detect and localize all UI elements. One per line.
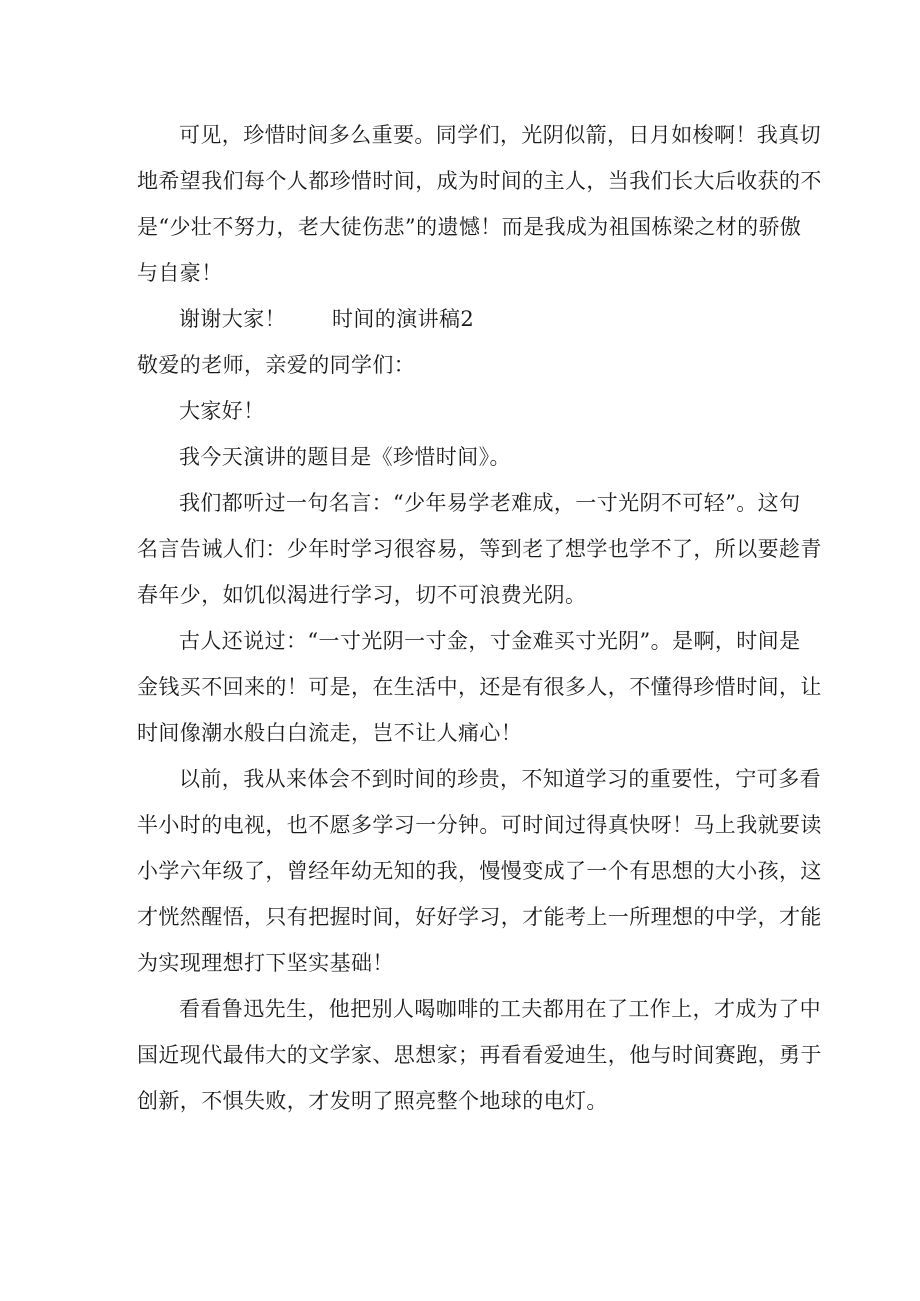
topic-line: 我今天演讲的题目是《珍惜时间》。	[179, 445, 511, 469]
text-line: 时间像潮水般白白流走，岂不让人痛心！	[137, 721, 523, 745]
text-line: 才恍然醒悟，只有把握时间，好好学习，才能考上一所理想的中学，才能	[137, 905, 822, 929]
text-line: 我们都听过一句名言：“少年易学老难成，一寸光阴不可轻”。这句	[179, 491, 801, 515]
text-line: 为实现理想打下坚实基础！	[137, 951, 394, 975]
text-line: 可见，珍惜时间多么重要。同学们，光阴似箭，日月如梭啊！我真切	[179, 123, 821, 147]
text-line: 春年少，如饥似渴进行学习，切不可浪费光阴。	[137, 583, 587, 607]
text-line: 看看鲁迅先生，他把别人喝咖啡的工夫都用在了工作上，才成为了中	[179, 997, 821, 1021]
text-line: 地希望我们每个人都珍惜时间，成为时间的主人，当我们长大后收获的不	[137, 169, 822, 193]
thanks-line	[137, 296, 780, 342]
salutation: 敬爱的老师，亲爱的同学们：	[137, 353, 416, 377]
text-line: 是“少壮不努力，老大徒伤悲”的遗憾！而是我成为祖国栋梁之材的骄傲	[137, 215, 802, 239]
text-line: 创新，不惧失败，才发明了照亮整个地球的电灯。	[137, 1089, 608, 1113]
paragraph-examples	[137, 986, 822, 1124]
text-line: 古人还说过：“一寸光阴一寸金，寸金难买寸光阴”。是啊，时间是	[179, 629, 801, 653]
speech-title: 时间的演讲稿2	[332, 307, 475, 331]
paragraph-ancients	[137, 618, 822, 756]
text-line: 国近现代最伟大的文学家、思想家；再看看爱迪生，他与时间赛跑，勇于	[137, 1043, 822, 1067]
greeting: 大家好！	[179, 399, 265, 423]
text-line: 半小时的电视，也不愿多学习一分钟。可时间过得真快呀！马上我就要读	[137, 813, 822, 837]
paragraph-conclusion	[137, 112, 822, 296]
text-line: 金钱买不回来的！可是，在生活中，还是有很多人，不懂得珍惜时间，让	[137, 675, 822, 699]
text-line: 与自豪！	[137, 261, 223, 285]
text-line: 名言告诫人们：少年时学习很容易，等到老了想学也学不了，所以要趁青	[137, 537, 822, 561]
text-line: 以前，我从来体会不到时间的珍贵，不知道学习的重要性，宁可多看	[179, 767, 821, 791]
paragraph-past	[137, 756, 822, 986]
thanks-text: 谢谢大家！	[179, 307, 286, 331]
document-page	[137, 112, 822, 1124]
text-line: 小学六年级了，曾经年幼无知的我，慢慢变成了一个有思想的大小孩，这	[137, 859, 822, 883]
paragraph-proverb	[137, 480, 822, 618]
